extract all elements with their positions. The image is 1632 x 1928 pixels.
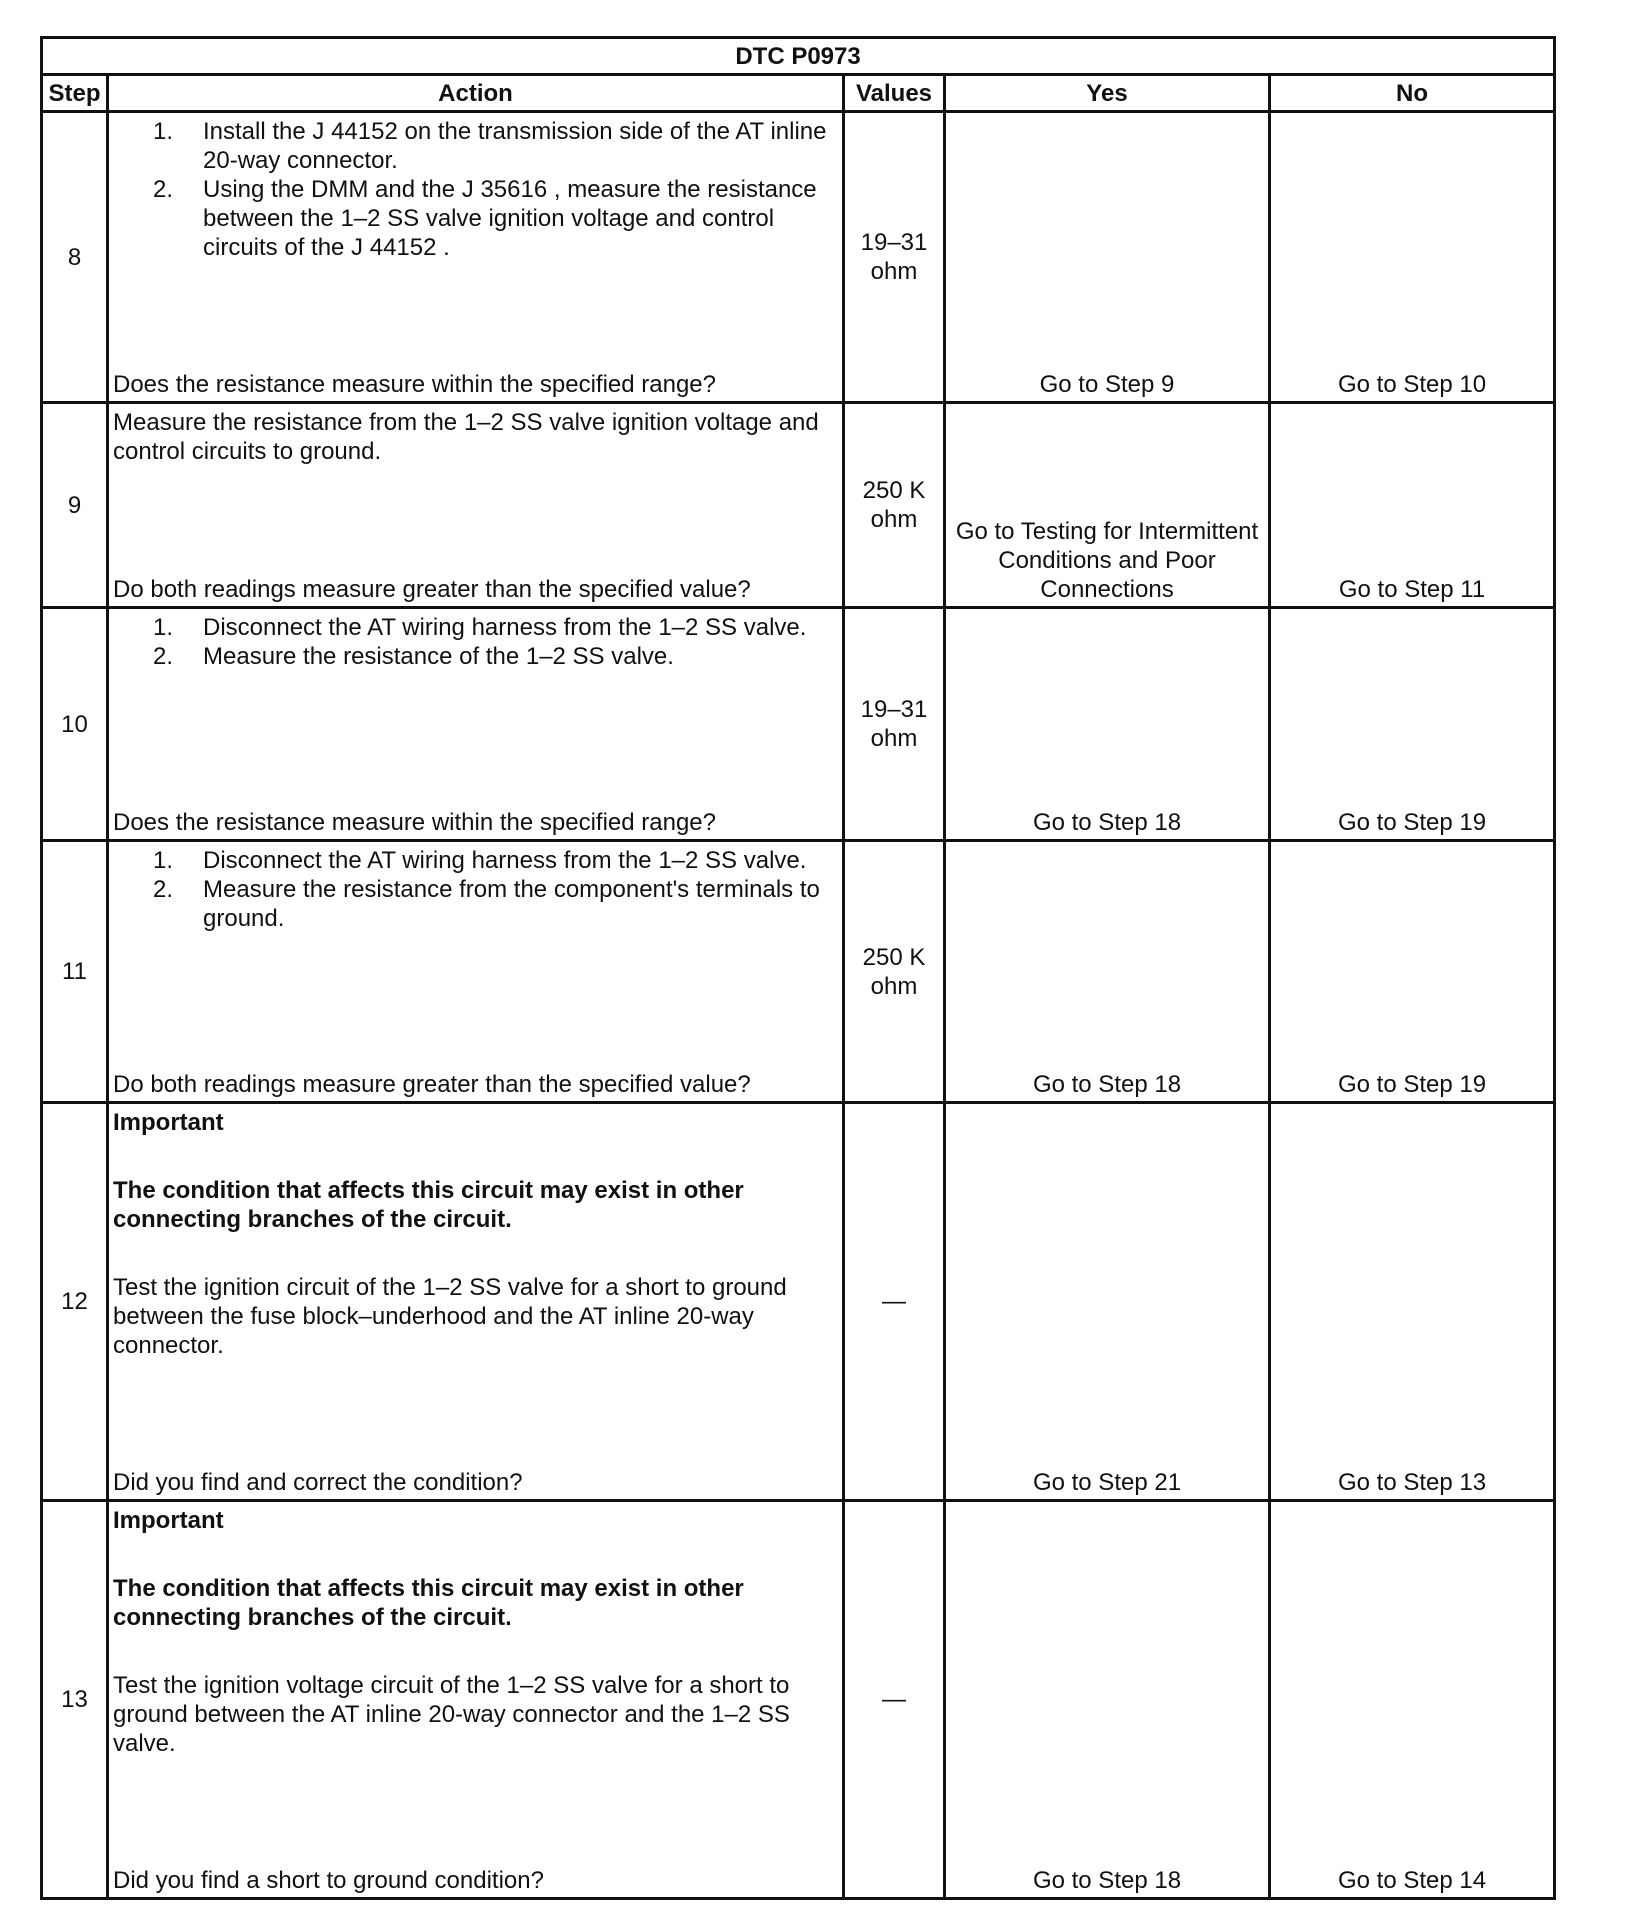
value-cell — [844, 608, 945, 841]
action-question: Did you find and correct the condition? — [113, 1469, 523, 1496]
value-unit: ohm — [870, 725, 918, 752]
table-title-row — [42, 38, 1555, 75]
action-question: Does the resistance measure within the specified range? — [113, 371, 716, 398]
action-list — [113, 117, 838, 262]
yes-cell: Go to Step 9 — [945, 112, 1270, 403]
yes-cell: Go to Step 21 — [945, 1103, 1270, 1501]
list-item: 1. Disconnect the AT wiring harness from the 1–2 SS valve. — [152, 614, 807, 641]
header-values: Values — [844, 75, 945, 112]
table-row — [42, 608, 1555, 841]
no-cell: Go to Step 11 — [1270, 403, 1555, 608]
action-cell — [108, 1103, 844, 1501]
table-row — [42, 1103, 1555, 1501]
action-text: Test the ignition circuit of the 1–2 SS valve for a short to ground between the fuse block–underhood and the AT inline 20-way connector. — [113, 1274, 787, 1359]
value-unit: ohm — [870, 506, 918, 533]
list-item: 2. Using the DMM and the J 35616 , measure the resistance between the 1–2 SS valve ignition voltage and control circuits of the J 44152 . — [152, 176, 817, 261]
action-cell — [108, 608, 844, 841]
important-text: The condition that affects this circuit may exist in other connecting branches of the circuit. — [113, 1575, 744, 1631]
action-text: Test the ignition voltage circuit of the 1–2 SS valve for a short to ground between the AT inline 20-way connector and the 1–2 SS valve. — [113, 1672, 790, 1757]
value-unit: ohm — [870, 972, 918, 1000]
important-label: Important — [113, 1507, 224, 1534]
action-cell — [108, 841, 844, 1103]
diagnostic-table — [40, 36, 1556, 1900]
value-line: 19–31 — [860, 696, 928, 723]
important-label: Important — [113, 1109, 224, 1136]
value-line: — — [882, 1686, 906, 1713]
header-action: Action — [108, 75, 844, 112]
list-item: 2. Measure the resistance of the 1–2 SS valve. — [152, 643, 674, 670]
action-list — [113, 846, 838, 933]
step-number: 9 — [42, 403, 108, 608]
value-cell — [844, 1103, 945, 1501]
value-line: 250 K — [862, 477, 926, 504]
header-no: No — [1270, 75, 1555, 112]
action-cell — [108, 112, 844, 403]
action-question: Do both readings measure greater than the specified value? — [113, 1071, 751, 1098]
action-question: Did you find a short to ground condition? — [113, 1867, 544, 1894]
header-step: Step — [42, 75, 108, 112]
action-question: Does the resistance measure within the specified range? — [113, 809, 716, 836]
no-cell: Go to Step 19 — [1270, 608, 1555, 841]
no-cell: Go to Step 13 — [1270, 1103, 1555, 1501]
value-line: — — [882, 1288, 906, 1315]
action-cell — [108, 1501, 844, 1899]
list-item: 1. Install the J 44152 on the transmission side of the AT inline 20-way connector. — [152, 118, 827, 174]
table-row — [42, 403, 1555, 608]
table-row — [42, 112, 1555, 403]
table-title: DTC P0973 — [42, 38, 1555, 75]
value-cell — [844, 841, 945, 1103]
step-number: 11 — [42, 841, 108, 1103]
value-cell — [844, 1501, 945, 1899]
action-list — [113, 613, 838, 671]
value-line: 19–31 — [860, 229, 928, 256]
yes-cell: Go to Step 18 — [945, 1501, 1270, 1899]
step-number: 8 — [42, 112, 108, 403]
yes-cell: Go to Step 18 — [945, 841, 1270, 1103]
no-cell: Go to Step 19 — [1270, 841, 1555, 1103]
important-text: The condition that affects this circuit may exist in other connecting branches of the circuit. — [113, 1177, 744, 1233]
list-item: 1. Disconnect the AT wiring harness from the 1–2 SS valve. — [152, 847, 807, 874]
action-question: Do both readings measure greater than the specified value? — [113, 576, 751, 603]
no-cell: Go to Step 14 — [1270, 1501, 1555, 1899]
table-row — [42, 1501, 1555, 1899]
step-number: 13 — [42, 1501, 108, 1899]
step-number: 10 — [42, 608, 108, 841]
value-cell — [844, 403, 945, 608]
step-number: 12 — [42, 1103, 108, 1501]
value-line: 250 K — [862, 943, 926, 971]
action-cell — [108, 403, 844, 608]
action-text: Measure the resistance from the 1–2 SS valve ignition voltage and control circuits to ground. — [113, 409, 819, 465]
header-row — [42, 75, 1555, 112]
value-unit: ohm — [870, 258, 918, 285]
list-item: 2. Measure the resistance from the component's terminals to ground. — [152, 876, 820, 932]
yes-cell: Go to Testing for Intermittent Conditions and Poor Connections — [945, 403, 1270, 608]
no-cell: Go to Step 10 — [1270, 112, 1555, 403]
header-yes: Yes — [945, 75, 1270, 112]
table-row — [42, 841, 1555, 1103]
value-cell — [844, 112, 945, 403]
yes-cell: Go to Step 18 — [945, 608, 1270, 841]
